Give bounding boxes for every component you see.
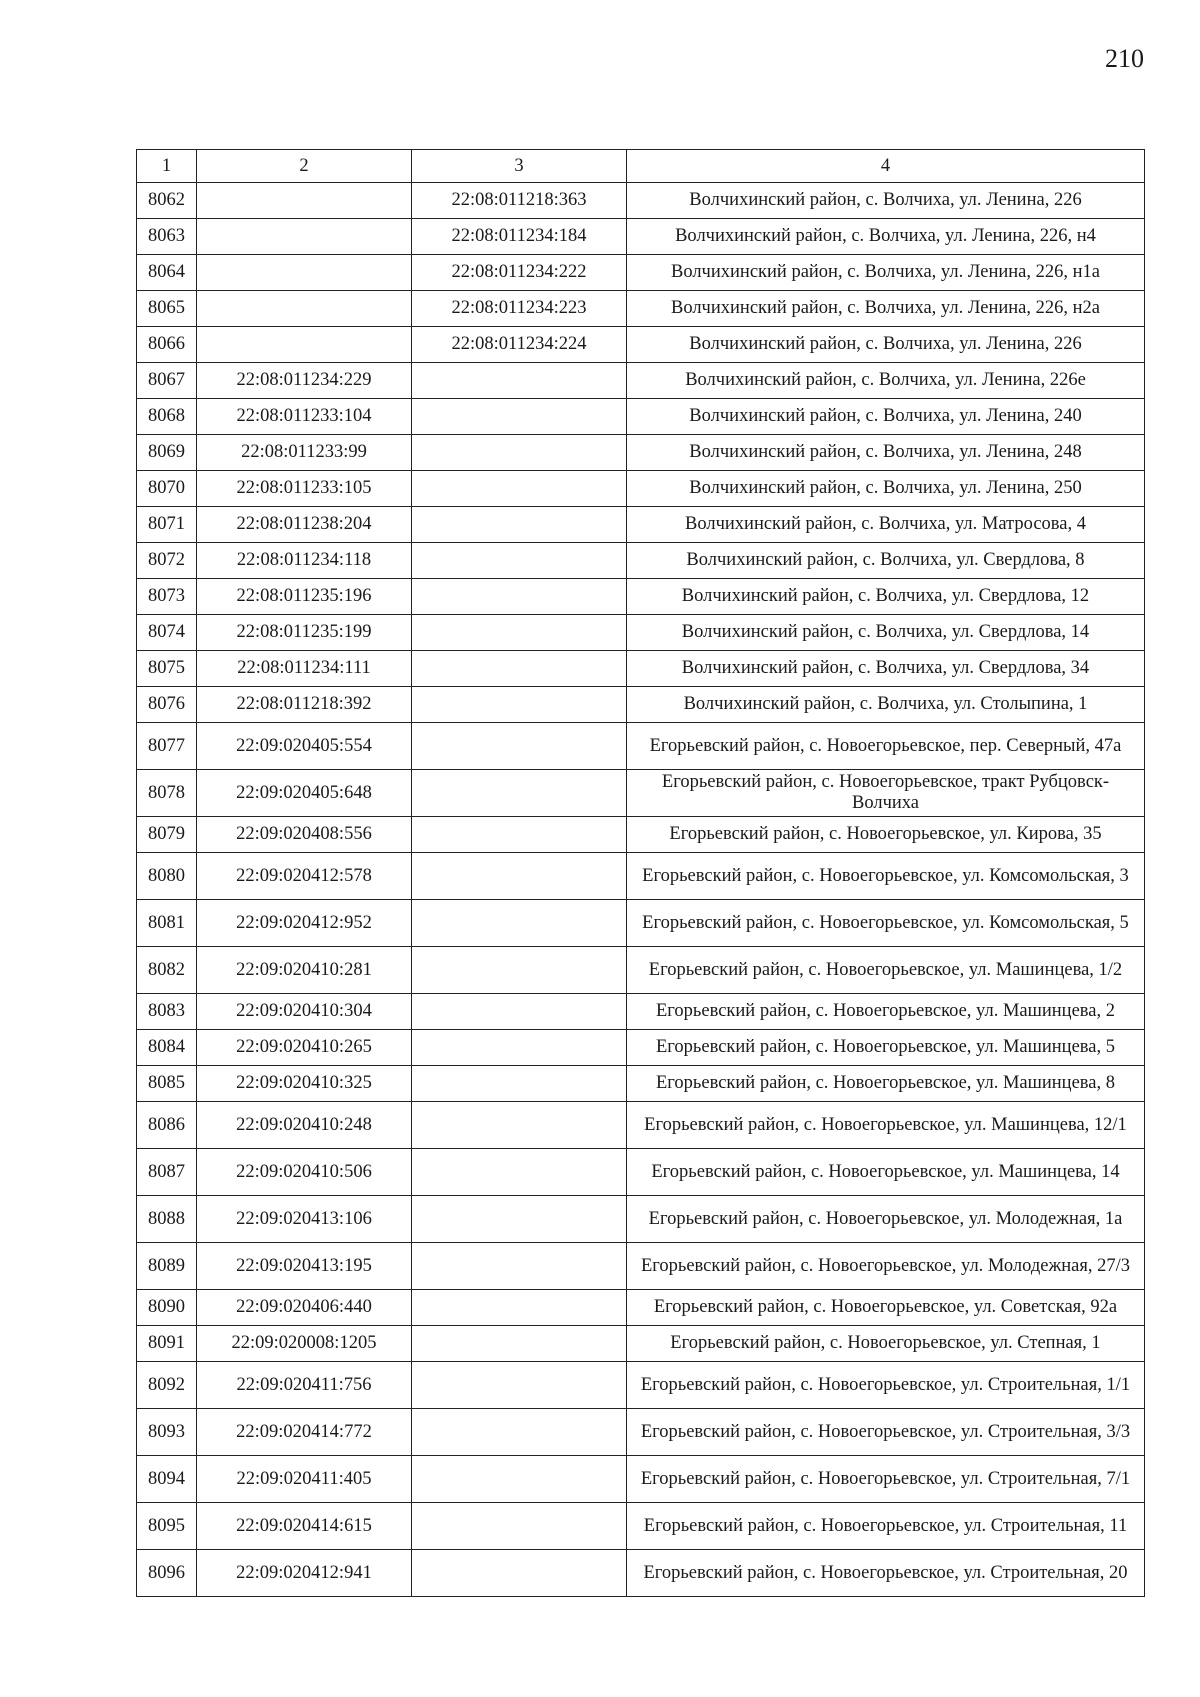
cadastral-number-alt-cell — [412, 1290, 627, 1326]
row-number-cell: 8081 — [137, 900, 197, 947]
cadastral-number-alt-cell — [412, 947, 627, 994]
row-number-cell: 8067 — [137, 363, 197, 399]
address-cell: Егорьевский район, с. Новоегорьевское, ул. Строительная, 3/3 — [627, 1409, 1145, 1456]
cadastral-number-alt-cell — [412, 1503, 627, 1550]
row-number-cell: 8072 — [137, 543, 197, 579]
cadastral-number-alt-cell — [412, 1243, 627, 1290]
address-cell: Егорьевский район, с. Новоегорьевское, ул. Строительная, 1/1 — [627, 1362, 1145, 1409]
row-number-cell: 8096 — [137, 1550, 197, 1597]
table-row — [137, 1503, 1145, 1550]
table-row — [137, 507, 1145, 543]
address-cell: Волчихинский район, с. Волчиха, ул. Ленина, 226, н1а — [627, 255, 1145, 291]
cadastral-number-alt-cell — [412, 615, 627, 651]
address-cell: Егорьевский район, с. Новоегорьевское, ул. Машинцева, 12/1 — [627, 1102, 1145, 1149]
cadastral-number-alt-cell — [412, 1326, 627, 1362]
address-cell: Егорьевский район, с. Новоегорьевское, ул. Машинцева, 1/2 — [627, 947, 1145, 994]
cadastral-number-cell — [197, 183, 412, 219]
row-number-cell: 8064 — [137, 255, 197, 291]
table-row — [137, 651, 1145, 687]
cadastral-number-alt-cell — [412, 543, 627, 579]
cadastral-number-alt-cell — [412, 435, 627, 471]
address-cell: Егорьевский район, с. Новоегорьевское, ул. Комсомольская, 3 — [627, 853, 1145, 900]
row-number-cell: 8062 — [137, 183, 197, 219]
cadastral-number-cell: 22:08:011235:196 — [197, 579, 412, 615]
cadastral-number-cell: 22:09:020413:106 — [197, 1196, 412, 1243]
address-cell: Волчихинский район, с. Волчиха, ул. Ленина, 240 — [627, 399, 1145, 435]
table-row — [137, 1550, 1145, 1597]
column-header-1: 1 — [137, 150, 197, 183]
row-number-cell: 8075 — [137, 651, 197, 687]
table-row — [137, 615, 1145, 651]
cadastral-number-alt-cell — [412, 507, 627, 543]
address-cell: Егорьевский район, с. Новоегорьевское, ул. Строительная, 7/1 — [627, 1456, 1145, 1503]
cadastral-number-cell: 22:09:020410:265 — [197, 1030, 412, 1066]
cadastral-number-cell: 22:09:020410:325 — [197, 1066, 412, 1102]
row-number-cell: 8091 — [137, 1326, 197, 1362]
table-row — [137, 1326, 1145, 1362]
address-cell: Егорьевский район, с. Новоегорьевское, ул. Строительная, 11 — [627, 1503, 1145, 1550]
cadastral-number-cell: 22:09:020405:648 — [197, 770, 412, 817]
row-number-cell: 8090 — [137, 1290, 197, 1326]
cadastral-number-alt-cell — [412, 853, 627, 900]
address-cell: Егорьевский район, с. Новоегорьевское, ул. Машинцева, 2 — [627, 994, 1145, 1030]
cadastral-number-cell: 22:09:020412:578 — [197, 853, 412, 900]
address-cell: Волчихинский район, с. Волчиха, ул. Ленина, 250 — [627, 471, 1145, 507]
row-number-cell: 8070 — [137, 471, 197, 507]
cadastral-number-alt-cell — [412, 1149, 627, 1196]
table-row — [137, 1362, 1145, 1409]
address-cell: Волчихинский район, с. Волчиха, ул. Матросова, 4 — [627, 507, 1145, 543]
cadastral-number-alt-cell — [412, 651, 627, 687]
cadastral-number-cell: 22:09:020410:304 — [197, 994, 412, 1030]
cadastral-number-alt-cell: 22:08:011234:222 — [412, 255, 627, 291]
address-cell: Егорьевский район, с. Новоегорьевское, ул. Молодежная, 1а — [627, 1196, 1145, 1243]
address-cell: Егорьевский район, с. Новоегорьевское, ул. Кирова, 35 — [627, 817, 1145, 853]
address-cell: Волчихинский район, с. Волчиха, ул. Ленина, 226е — [627, 363, 1145, 399]
column-header-4: 4 — [627, 150, 1145, 183]
cadastral-number-cell: 22:09:020410:506 — [197, 1149, 412, 1196]
table-row — [137, 1149, 1145, 1196]
cadastral-number-alt-cell — [412, 900, 627, 947]
row-number-cell: 8079 — [137, 817, 197, 853]
cadastral-number-cell: 22:09:020414:615 — [197, 1503, 412, 1550]
address-cell: Егорьевский район, с. Новоегорьевское, ул. Комсомольская, 5 — [627, 900, 1145, 947]
cadastral-number-cell: 22:09:020412:952 — [197, 900, 412, 947]
cadastral-number-alt-cell — [412, 1409, 627, 1456]
column-header-2: 2 — [197, 150, 412, 183]
registry-table — [136, 149, 1145, 1597]
row-number-cell: 8078 — [137, 770, 197, 817]
cadastral-number-cell: 22:09:020008:1205 — [197, 1326, 412, 1362]
row-number-cell: 8085 — [137, 1066, 197, 1102]
address-cell: Егорьевский район, с. Новоегорьевское, ул. Советская, 92а — [627, 1290, 1145, 1326]
table-row — [137, 399, 1145, 435]
row-number-cell: 8069 — [137, 435, 197, 471]
cadastral-number-cell: 22:08:011235:199 — [197, 615, 412, 651]
cadastral-number-alt-cell — [412, 1030, 627, 1066]
row-number-cell: 8083 — [137, 994, 197, 1030]
row-number-cell: 8077 — [137, 723, 197, 770]
table-row — [137, 1066, 1145, 1102]
cadastral-number-cell: 22:09:020412:941 — [197, 1550, 412, 1597]
row-number-cell: 8089 — [137, 1243, 197, 1290]
cadastral-number-cell — [197, 219, 412, 255]
address-cell: Егорьевский район, с. Новоегорьевское, ул. Машинцева, 14 — [627, 1149, 1145, 1196]
row-number-cell: 8094 — [137, 1456, 197, 1503]
row-number-cell: 8074 — [137, 615, 197, 651]
cadastral-number-cell: 22:09:020414:772 — [197, 1409, 412, 1456]
table-row — [137, 1030, 1145, 1066]
table-row — [137, 471, 1145, 507]
cadastral-number-cell: 22:09:020413:195 — [197, 1243, 412, 1290]
address-cell: Волчихинский район, с. Волчиха, ул. Ленина, 226 — [627, 327, 1145, 363]
table-row — [137, 543, 1145, 579]
cadastral-number-alt-cell — [412, 1456, 627, 1503]
table-row — [137, 770, 1145, 817]
row-number-cell: 8065 — [137, 291, 197, 327]
cadastral-number-cell — [197, 327, 412, 363]
table-row — [137, 1243, 1145, 1290]
cadastral-number-cell: 22:08:011218:392 — [197, 687, 412, 723]
table-row — [137, 291, 1145, 327]
row-number-cell: 8088 — [137, 1196, 197, 1243]
table-row — [137, 687, 1145, 723]
column-header-3: 3 — [412, 150, 627, 183]
cadastral-number-alt-cell — [412, 471, 627, 507]
cadastral-number-cell: 22:08:011233:104 — [197, 399, 412, 435]
cadastral-number-alt-cell — [412, 363, 627, 399]
cadastral-number-cell — [197, 291, 412, 327]
table-row — [137, 579, 1145, 615]
row-number-cell: 8082 — [137, 947, 197, 994]
cadastral-number-cell: 22:09:020408:556 — [197, 817, 412, 853]
cadastral-number-cell: 22:08:011234:118 — [197, 543, 412, 579]
table-row — [137, 817, 1145, 853]
address-cell: Волчихинский район, с. Волчиха, ул. Столыпина, 1 — [627, 687, 1145, 723]
row-number-cell: 8080 — [137, 853, 197, 900]
address-cell: Егорьевский район, с. Новоегорьевское, ул. Степная, 1 — [627, 1326, 1145, 1362]
row-number-cell: 8093 — [137, 1409, 197, 1456]
cadastral-number-cell: 22:09:020405:554 — [197, 723, 412, 770]
table-header-row — [137, 150, 1145, 183]
table-row — [137, 219, 1145, 255]
table-row — [137, 1290, 1145, 1326]
cadastral-number-alt-cell — [412, 723, 627, 770]
address-cell: Волчихинский район, с. Волчиха, ул. Ленина, 226, н4 — [627, 219, 1145, 255]
row-number-cell: 8086 — [137, 1102, 197, 1149]
table-row — [137, 363, 1145, 399]
cadastral-number-alt-cell — [412, 1362, 627, 1409]
cadastral-number-alt-cell — [412, 1196, 627, 1243]
cadastral-number-cell: 22:09:020411:756 — [197, 1362, 412, 1409]
cadastral-number-alt-cell — [412, 1550, 627, 1597]
table-row — [137, 1456, 1145, 1503]
row-number-cell: 8068 — [137, 399, 197, 435]
table-row — [137, 327, 1145, 363]
address-cell: Егорьевский район, с. Новоегорьевское, тракт Рубцовск-Волчиха — [627, 770, 1145, 817]
address-cell: Егорьевский район, с. Новоегорьевское, пер. Северный, 47а — [627, 723, 1145, 770]
cadastral-number-alt-cell: 22:08:011218:363 — [412, 183, 627, 219]
address-cell: Егорьевский район, с. Новоегорьевское, ул. Машинцева, 5 — [627, 1030, 1145, 1066]
address-cell: Волчихинский район, с. Волчиха, ул. Свердлова, 12 — [627, 579, 1145, 615]
row-number-cell: 8087 — [137, 1149, 197, 1196]
table-row — [137, 994, 1145, 1030]
cadastral-number-cell: 22:09:020406:440 — [197, 1290, 412, 1326]
row-number-cell: 8095 — [137, 1503, 197, 1550]
cadastral-number-alt-cell — [412, 770, 627, 817]
cadastral-number-cell: 22:08:011234:111 — [197, 651, 412, 687]
cadastral-number-cell: 22:08:011238:204 — [197, 507, 412, 543]
row-number-cell: 8066 — [137, 327, 197, 363]
address-cell: Волчихинский район, с. Волчиха, ул. Ленина, 248 — [627, 435, 1145, 471]
table-row — [137, 1196, 1145, 1243]
cadastral-number-alt-cell — [412, 579, 627, 615]
cadastral-number-alt-cell — [412, 1102, 627, 1149]
table-row — [137, 1409, 1145, 1456]
cadastral-number-cell: 22:09:020410:248 — [197, 1102, 412, 1149]
table-row — [137, 1102, 1145, 1149]
table-row — [137, 183, 1145, 219]
cadastral-number-alt-cell — [412, 687, 627, 723]
address-cell: Волчихинский район, с. Волчиха, ул. Ленина, 226 — [627, 183, 1145, 219]
table-row — [137, 947, 1145, 994]
table-body — [137, 183, 1145, 1597]
address-cell: Волчихинский район, с. Волчиха, ул. Свердлова, 34 — [627, 651, 1145, 687]
address-cell: Егорьевский район, с. Новоегорьевское, ул. Строительная, 20 — [627, 1550, 1145, 1597]
cadastral-number-alt-cell: 22:08:011234:223 — [412, 291, 627, 327]
cadastral-number-cell: 22:08:011233:99 — [197, 435, 412, 471]
cadastral-number-alt-cell — [412, 1066, 627, 1102]
cadastral-number-cell — [197, 255, 412, 291]
row-number-cell: 8071 — [137, 507, 197, 543]
table-row — [137, 853, 1145, 900]
cadastral-number-cell: 22:08:011233:105 — [197, 471, 412, 507]
cadastral-number-cell: 22:08:011234:229 — [197, 363, 412, 399]
cadastral-number-cell: 22:09:020411:405 — [197, 1456, 412, 1503]
row-number-cell: 8092 — [137, 1362, 197, 1409]
cadastral-number-alt-cell — [412, 994, 627, 1030]
row-number-cell: 8063 — [137, 219, 197, 255]
cadastral-number-alt-cell: 22:08:011234:224 — [412, 327, 627, 363]
address-cell: Волчихинский район, с. Волчиха, ул. Свердлова, 8 — [627, 543, 1145, 579]
address-cell: Волчихинский район, с. Волчиха, ул. Ленина, 226, н2а — [627, 291, 1145, 327]
cadastral-number-alt-cell — [412, 399, 627, 435]
row-number-cell: 8084 — [137, 1030, 197, 1066]
table-row — [137, 900, 1145, 947]
cadastral-number-alt-cell — [412, 817, 627, 853]
address-cell: Волчихинский район, с. Волчиха, ул. Свердлова, 14 — [627, 615, 1145, 651]
table-row — [137, 435, 1145, 471]
cadastral-number-alt-cell: 22:08:011234:184 — [412, 219, 627, 255]
address-cell: Егорьевский район, с. Новоегорьевское, ул. Машинцева, 8 — [627, 1066, 1145, 1102]
table-row — [137, 723, 1145, 770]
address-cell: Егорьевский район, с. Новоегорьевское, ул. Молодежная, 27/3 — [627, 1243, 1145, 1290]
cadastral-number-cell: 22:09:020410:281 — [197, 947, 412, 994]
row-number-cell: 8073 — [137, 579, 197, 615]
page-number: 210 — [1105, 44, 1144, 73]
row-number-cell: 8076 — [137, 687, 197, 723]
table-row — [137, 255, 1145, 291]
